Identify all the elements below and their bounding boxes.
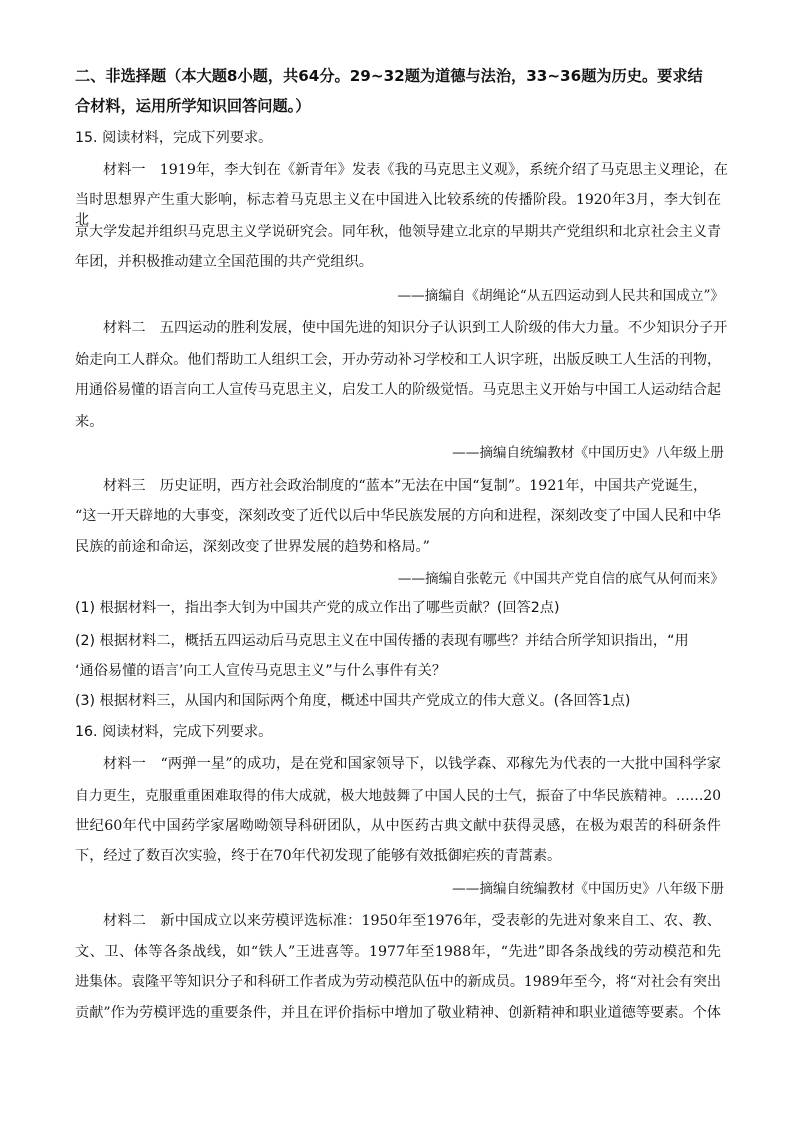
q16-material2-line: 文、卫、体等各条战线，如“铁人”王进喜等。1977年至1988年，“先进”即各条战线的劳动模范和先 xyxy=(75,944,721,960)
q16-material1-line: 世纪60年代中国药学家屠呦呦领导科研团队，从中医药古典文献中获得灵感，在极为艰苦的科研条件 xyxy=(75,818,721,834)
q15-material1-source: ——摘编自《胡绳论“从五四运动到人民共和国成立”》 xyxy=(397,288,724,304)
q16-material1-line: 自力更生，克服重重困难取得的伟大成就，极大地鼓舞了中国人民的士气，振奋了中华民族精神。……20 xyxy=(75,788,721,804)
q15-material1-line: 京大学发起并组织马克思主义学说研究会。同年秋，他领导建立北京的早期共产党组织和北京社会主义青 xyxy=(75,224,721,240)
q15-question-2: (2) 根据材料二，概括五四运动后马克思主义在中国传播的表现有哪些？并结合所学知识指出，“用 xyxy=(75,633,689,649)
q16-material2-line: 贡献”作为劳模评选的重要条件，并且在评价指标中增加了敬业精神、创新精神和职业道德等要素。个体 xyxy=(75,1005,721,1021)
section-heading-line-1: 二、非选择题（本大题8小题，共64分。29~32题为道德与法治，33~36题为历史。要求结 xyxy=(75,67,703,85)
q16-stem: 16. 阅读材料，完成下列要求。 xyxy=(75,724,273,740)
q15-material2-line: 材料二 五四运动的胜利发展，使中国先进的知识分子认识到工人阶级的伟大力量。不少知识分子开 xyxy=(103,320,728,336)
q15-question-3: (3) 根据材料三，从国内和国际两个角度，概述中国共产党成立的伟大意义。(各回答1点) xyxy=(75,693,631,709)
q16-material2-line: 材料二 新中国成立以来劳模评选标准：1950年至1976年，受表彰的先进对象来自工、农、教、 xyxy=(103,913,721,929)
q15-question-2-cont: ‘通俗易懂的语言’向工人宣传马克思主义”与什么事件有关？ xyxy=(75,663,447,679)
section-heading-line-2: 合材料，运用所学知识回答问题。） xyxy=(75,97,311,115)
q15-material1-line: 年团，并积极推动建立全国范围的共产党组织。 xyxy=(75,254,373,270)
q15-material3-line: “这一开天辟地的大事变，深刻改变了近代以后中华民族发展的方向和进程，深刻改变了中国人民和中华 xyxy=(75,508,721,524)
q15-material3-line: 材料三 历史证明，西方社会政治制度的“蓝本”无法在中国“复制”。1921年，中国共产党诞生， xyxy=(103,478,708,494)
q15-material2-line: 始走向工人群众。他们帮助工人组织工会，开办劳动补习学校和工人识字班，出版反映工人生活的刊物， xyxy=(75,352,721,368)
q16-material1-line: 下，经过了数百次实验，终于在70年代初发现了能够有效抵御疟疾的青蒿素。 xyxy=(75,848,562,864)
q16-material1-line: 材料一 “两弹一星”的成功，是在党和国家领导下，以钱学森、邓稼先为代表的一大批中国科学家 xyxy=(103,756,721,772)
q15-material2-line: 来。 xyxy=(75,414,104,430)
q15-material1-line: 当时思想界产生重大影响，标志着马克思主义在中国进入比较系统的传播阶段。1920年3月，李大钊在北 xyxy=(75,192,721,228)
q15-material3-source: ——摘编自张乾元《中国共产党自信的底气从何而来》 xyxy=(397,571,724,587)
q15-question-1: (1) 根据材料一，指出李大钊为中国共产党的成立作出了哪些贡献？(回答2点) xyxy=(75,600,560,616)
q16-material2-line: 进集体。袁隆平等知识分子和科研工作者成为劳动模范队伍中的新成员。1989年至今，将“对社会有突出 xyxy=(75,974,721,990)
q16-material1-source: ——摘编自统编教材《中国历史》八年级下册 xyxy=(452,881,724,897)
q15-material3-line: 民族的前途和命运，深刻改变了世界发展的趋势和格局。” xyxy=(75,539,430,555)
q15-material2-line: 用通俗易懂的语言向工人宣传马克思主义，启发工人的阶级觉悟。马克思主义开始与中国工人运动结合起 xyxy=(75,382,721,398)
q15-material2-source: ——摘编自统编教材《中国历史》八年级上册 xyxy=(452,445,724,461)
q15-material1-line: 材料一 1919年，李大钊在《新青年》发表《我的马克思主义观》，系统介绍了马克思主义理论，在 xyxy=(103,162,728,178)
q15-stem: 15. 阅读材料，完成下列要求。 xyxy=(75,130,273,146)
